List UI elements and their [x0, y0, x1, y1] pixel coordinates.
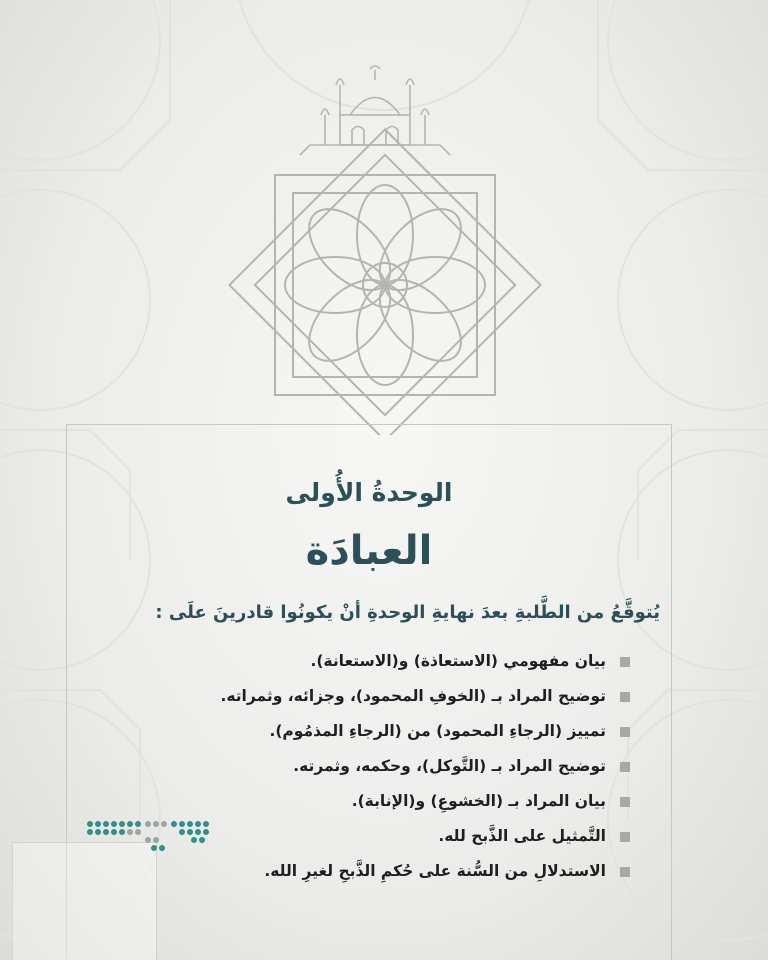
objective-item: [110, 681, 630, 716]
square-bullet-icon: [620, 867, 630, 877]
objectives-list: [110, 646, 630, 891]
objective-text: بيان مفهومي (الاستعاذة) و(الاستعانة).: [310, 652, 606, 670]
objective-item: [110, 786, 630, 821]
square-bullet-icon: [620, 832, 630, 842]
objective-text: بيان المراد بـ (الخشوعِ) و(الإنابة).: [351, 792, 606, 810]
objective-text: الاستدلالِ من السُّنة على حُكمِ الذَّبحِ لغيرِ الله.: [264, 862, 606, 880]
square-bullet-icon: [620, 657, 630, 667]
objective-item: [110, 751, 630, 786]
square-bullet-icon: [620, 762, 630, 772]
square-bullet-icon: [620, 692, 630, 702]
objective-text: توضيح المراد بـ (الخوفِ المحمود)، وجزائه، وثمراته.: [220, 687, 606, 705]
geometric-star-emblem: [229, 129, 540, 435]
mosque-emblem: [200, 55, 570, 435]
mosque-illustration: [300, 66, 450, 155]
unit-title: العبادَة: [305, 528, 433, 574]
objective-text: توضيح المراد بـ (التَّوكل)، وحكمه، وثمرته.: [293, 757, 606, 775]
objective-item: [110, 856, 630, 891]
objective-text: التَّمثيل على الذَّبح لله.: [438, 827, 606, 845]
objective-item: [110, 646, 630, 681]
square-bullet-icon: [620, 727, 630, 737]
objective-item: [110, 716, 630, 751]
objectives-intro: يُتوقَّعُ من الطَّلبةِ بعدَ نهايةِ الوحدةِ أنْ يكونُوا قادرينَ علَى :: [155, 602, 660, 623]
unit-subtitle: الوحدةُ الأُولى: [285, 478, 453, 507]
objective-text: تمييز (الرجاءِ المحمود) من (الرجاءِ المذمُوم).: [269, 722, 606, 740]
objective-item: [110, 821, 630, 856]
square-bullet-icon: [620, 797, 630, 807]
